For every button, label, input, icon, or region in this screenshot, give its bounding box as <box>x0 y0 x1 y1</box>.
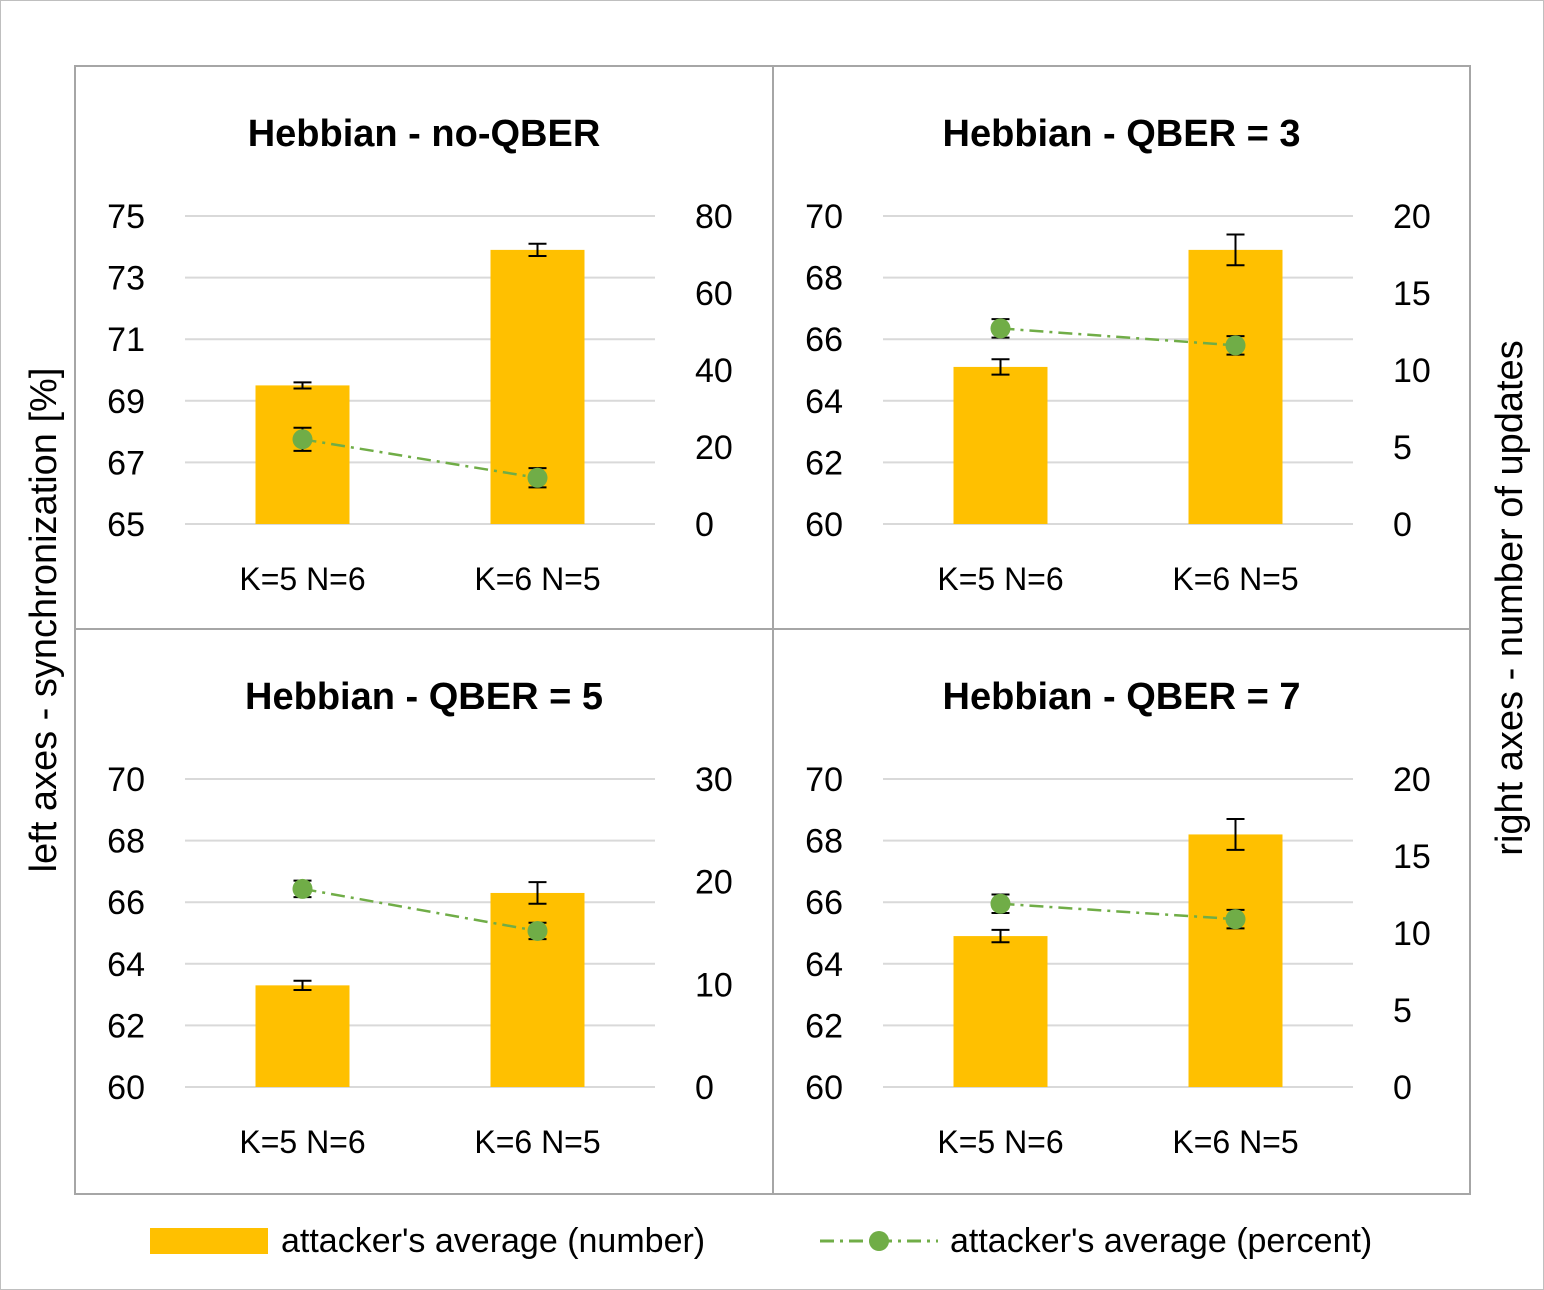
percent-point <box>1226 909 1246 929</box>
left-tick-label: 70 <box>107 761 145 799</box>
percent-point <box>991 894 1011 914</box>
right-tick-label: 0 <box>695 506 714 544</box>
right-tick-label: 10 <box>1393 352 1431 390</box>
category-label: K=5 N=6 <box>937 561 1064 597</box>
bar <box>1189 834 1283 1087</box>
right-tick-label: 10 <box>1393 915 1431 953</box>
right-tick-label: 10 <box>695 966 733 1005</box>
percent-point <box>991 318 1011 338</box>
legend-line-label: attacker's average (percent) <box>950 1222 1373 1260</box>
right-axis-label: right axes - number of updates <box>1489 340 1531 856</box>
left-tick-label: 65 <box>107 506 145 544</box>
category-label: K=5 N=6 <box>239 1124 366 1160</box>
percent-point <box>528 468 548 488</box>
left-tick-label: 68 <box>107 822 145 861</box>
right-tick-label: 0 <box>1393 506 1412 544</box>
right-tick-label: 5 <box>1393 429 1412 467</box>
bar <box>954 367 1048 524</box>
right-tick-label: 80 <box>695 198 733 236</box>
left-tick-label: 66 <box>107 884 145 923</box>
chart-title: Hebbian - QBER = 5 <box>245 676 603 718</box>
category-label: K=5 N=6 <box>239 561 366 597</box>
left-tick-label: 66 <box>805 884 843 923</box>
legend-bar-label: attacker's average (number) <box>281 1222 706 1260</box>
category-label: K=5 N=6 <box>937 1124 1064 1160</box>
left-tick-label: 64 <box>805 945 843 984</box>
left-tick-label: 60 <box>107 1069 145 1107</box>
chart-title: Hebbian - QBER = 3 <box>942 113 1301 155</box>
percent-point <box>1226 335 1246 355</box>
chart-panel-1 <box>75 66 773 629</box>
left-tick-label: 62 <box>805 1007 843 1046</box>
left-tick-label: 60 <box>805 1069 843 1107</box>
left-axis-label: left axes - synchronization [%] <box>23 367 65 873</box>
left-tick-label: 75 <box>107 198 145 236</box>
left-tick-label: 68 <box>805 822 843 861</box>
bar <box>256 385 350 524</box>
right-tick-label: 40 <box>695 352 733 390</box>
left-tick-label: 67 <box>107 444 145 483</box>
legend-line-marker <box>869 1231 889 1251</box>
left-tick-label: 62 <box>107 1007 145 1046</box>
right-tick-label: 60 <box>695 275 733 313</box>
category-label: K=6 N=5 <box>1172 561 1299 597</box>
right-tick-label: 20 <box>695 429 733 467</box>
category-label: K=6 N=5 <box>474 561 601 597</box>
chart-panel-4 <box>773 629 1470 1194</box>
right-tick-label: 30 <box>695 761 733 799</box>
left-tick-label: 68 <box>805 259 843 298</box>
bar <box>256 985 350 1087</box>
chart-panel-2 <box>773 66 1470 629</box>
category-label: K=6 N=5 <box>1172 1124 1299 1160</box>
left-tick-label: 70 <box>805 198 843 236</box>
chart-panel-3 <box>75 629 773 1194</box>
bar <box>954 936 1048 1087</box>
left-tick-label: 66 <box>805 321 843 360</box>
right-tick-label: 20 <box>1393 761 1431 799</box>
right-tick-label: 15 <box>1393 275 1431 313</box>
left-tick-label: 69 <box>107 382 145 421</box>
right-tick-label: 0 <box>1393 1069 1412 1107</box>
left-tick-label: 62 <box>805 444 843 483</box>
percent-point <box>293 429 313 449</box>
left-tick-label: 73 <box>107 259 145 298</box>
chart-title: Hebbian - no-QBER <box>247 113 601 155</box>
right-tick-label: 20 <box>1393 198 1431 236</box>
left-tick-label: 70 <box>805 761 843 799</box>
right-tick-label: 15 <box>1393 838 1431 876</box>
right-tick-label: 20 <box>695 863 733 902</box>
category-label: K=6 N=5 <box>474 1124 601 1160</box>
chart-title: Hebbian - QBER = 7 <box>942 676 1301 718</box>
left-tick-label: 64 <box>805 382 843 421</box>
chart-panels <box>75 66 1470 1194</box>
left-tick-label: 64 <box>107 945 145 984</box>
percent-point <box>293 879 313 899</box>
bar <box>1189 250 1283 524</box>
percent-point <box>528 921 548 941</box>
left-tick-label: 71 <box>107 321 145 360</box>
right-tick-label: 5 <box>1393 992 1412 1030</box>
right-tick-label: 0 <box>695 1069 714 1107</box>
left-tick-label: 60 <box>805 506 843 544</box>
legend-bar-swatch <box>150 1228 268 1254</box>
